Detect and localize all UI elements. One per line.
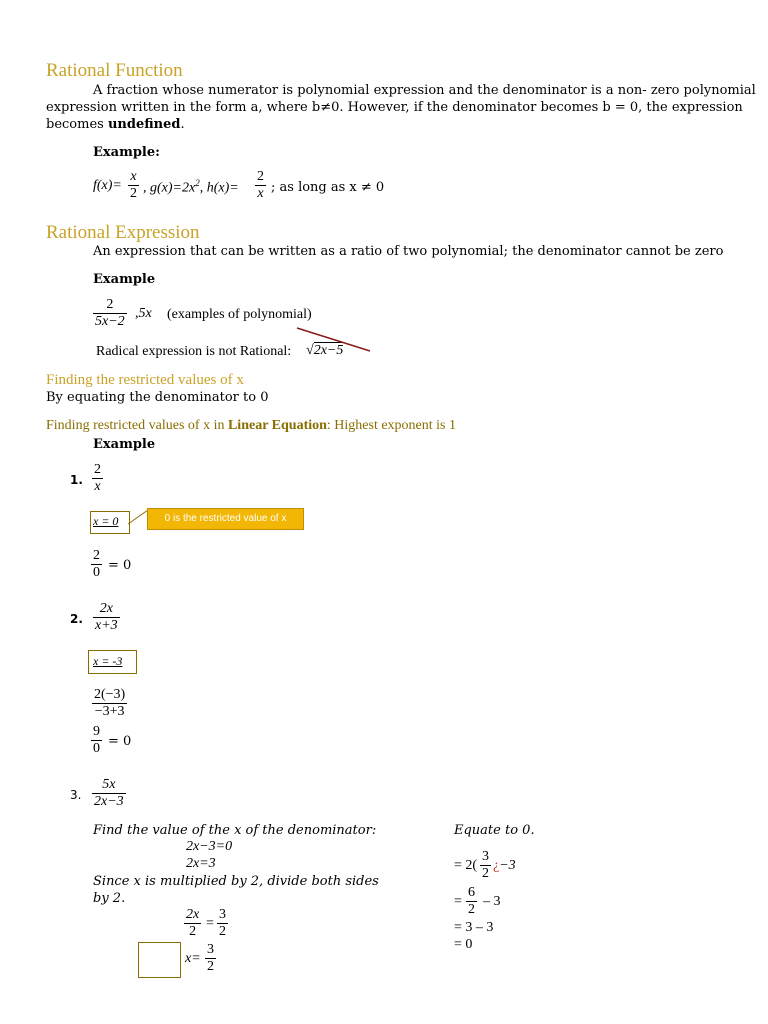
example-2-check-num: 9 <box>93 724 100 739</box>
example-3-den: 2x−3 <box>94 794 124 809</box>
restricted-value-callout: 0 is the restricted value of x <box>147 508 304 530</box>
check-2-num: 6 <box>468 885 475 900</box>
definition-period: . <box>180 117 185 132</box>
example-1-check-result: = 0 <box>108 558 132 573</box>
radical-label: Radical expression is not Rational: <box>96 344 292 359</box>
example-label-3: Example <box>93 437 156 452</box>
example-f: f(x)= <box>93 178 122 193</box>
example-g-exponent: 2 <box>195 178 200 188</box>
example-3-equation-2: 2x=3 <box>186 856 216 871</box>
example-3-result-den: 2 <box>207 959 214 974</box>
example-3-check-line-1-tail <box>493 858 516 874</box>
example-3-check-line-3: = 3 – 3 <box>454 920 494 935</box>
example-3-num: 5x <box>102 777 116 792</box>
check-1-num: 3 <box>482 849 489 864</box>
example-2-check-result: = 0 <box>108 734 132 749</box>
example-2-number: 2. <box>70 612 83 626</box>
example-3-number: 3. <box>70 788 82 802</box>
check-1-glyph: ¿ <box>493 858 500 873</box>
example-g-text: , g(x)=2x <box>143 180 196 196</box>
example-3-check-line-4: = 0 <box>454 937 473 952</box>
callout-connector <box>128 510 148 524</box>
example-3-right-instruction: Equate to 0. <box>454 823 535 838</box>
example-1-check-fraction <box>91 548 102 581</box>
check-1-pre: = 2( <box>454 858 478 873</box>
check-2-den: 2 <box>468 902 475 917</box>
restricted-values-description: By equating the denominator to 0 <box>46 390 269 405</box>
example-h-num: 2 <box>257 169 264 184</box>
example-1-den: x <box>92 478 103 495</box>
example-1-num: 2 <box>94 462 101 477</box>
example-3-instruction-2b: by 2. <box>93 891 126 906</box>
example-2-sub-num: 2(−3) <box>94 687 126 702</box>
example-f-fraction <box>128 169 139 202</box>
example-2-answer: x = -3 <box>93 654 123 668</box>
example-h-fraction <box>255 169 266 202</box>
polynomial-note: (examples of polynomial) <box>167 307 312 322</box>
example-3-instruction-2a: Since x is multiplied by 2, divide both sides <box>93 874 379 889</box>
example-2-check-den: 0 <box>93 741 100 756</box>
example-h-text: , h(x)= <box>199 180 239 196</box>
section-title-restricted-values: Finding the restricted values of x <box>46 372 244 388</box>
example-2-check-fraction <box>91 724 102 757</box>
example-1-check-den: 0 <box>93 565 100 580</box>
example-3-divide-right-den: 2 <box>219 924 226 939</box>
example-2-sub-den: −3+3 <box>92 703 127 720</box>
definition-line-2: expression written in the form a, where b≠0. However, if the denominator becomes b = 0, the expression <box>46 100 743 115</box>
example-2-substitution <box>92 687 127 720</box>
linear-title-post: : Highest exponent is 1 <box>326 418 457 433</box>
rational-expression-description: An expression that can be written as a ratio of two polynomial; the denominator cannot be zero <box>93 244 724 259</box>
example-3-result-fraction <box>205 942 216 975</box>
section-title-rational-function: Rational Function <box>46 60 183 81</box>
example-3-fraction <box>92 777 126 810</box>
definition-line-3 <box>46 117 185 132</box>
example-3-divide-left <box>184 907 201 940</box>
polynomial-example: ,5x <box>135 306 152 321</box>
strike-line <box>297 328 370 351</box>
check-1-post: −3 <box>499 858 516 873</box>
example-3-result-x: x= <box>185 951 201 966</box>
example-3-divide-left-den: 2 <box>184 923 201 940</box>
example-1-fraction <box>92 462 103 495</box>
radical-radicand: 2x−5 <box>313 343 344 358</box>
definition-line-3-text: becomes <box>46 117 108 132</box>
definition-line-1: A fraction whose numerator is polynomial expression and the denominator is a non- zero polynomial <box>93 83 756 98</box>
example-f-den: 2 <box>130 186 137 201</box>
linear-title-bold: Linear Equation <box>227 418 327 433</box>
example-label-1: Example: <box>93 145 160 160</box>
example-h-den: x <box>255 185 266 202</box>
strike-line-icon <box>295 325 375 355</box>
rational-expression-fraction <box>93 297 127 330</box>
example-3-divide-left-num: 2x <box>186 907 200 922</box>
example-1-answer: x = 0 <box>93 514 119 528</box>
example-2-fraction <box>93 601 120 634</box>
linear-title-pre: Finding restricted values of x in <box>46 418 228 433</box>
rational-expression-den: 5x−2 <box>95 314 125 329</box>
radical-sign-icon: √ <box>306 343 314 358</box>
check-2-pre: = <box>454 894 462 909</box>
rational-expression-num: 2 <box>106 297 114 312</box>
check-1-den: 2 <box>482 866 489 881</box>
example-2-den: x+3 <box>95 618 118 633</box>
example-3-divide-right <box>217 907 228 940</box>
example-3-left-instruction: Find the value of the x of the denominator: <box>93 823 377 838</box>
example-3-divide-right-num: 3 <box>219 907 226 922</box>
example-g <box>143 178 239 197</box>
example-3-check-2-fraction <box>466 885 477 918</box>
undefined-term: undefined <box>107 117 181 132</box>
example-2-num: 2x <box>99 601 113 616</box>
example-3-check-line-1 <box>454 858 477 874</box>
example-condition: ; as long as x ≠ 0 <box>271 180 385 195</box>
example-3-answer-box <box>138 942 181 978</box>
example-3-divide-equals: = <box>206 916 214 931</box>
section-title-linear-equation <box>46 418 456 434</box>
example-3-equation-1: 2x−3=0 <box>186 839 233 854</box>
section-title-rational-expression: Rational Expression <box>46 222 200 243</box>
example-3-result-num: 3 <box>207 942 214 957</box>
check-2-post: – 3 <box>483 894 501 909</box>
example-label-2: Example <box>93 272 156 287</box>
example-3-check-1-fraction <box>480 849 491 882</box>
example-1-check-num: 2 <box>93 548 100 563</box>
example-1-number: 1. <box>70 473 83 487</box>
example-f-num: x <box>130 169 137 184</box>
